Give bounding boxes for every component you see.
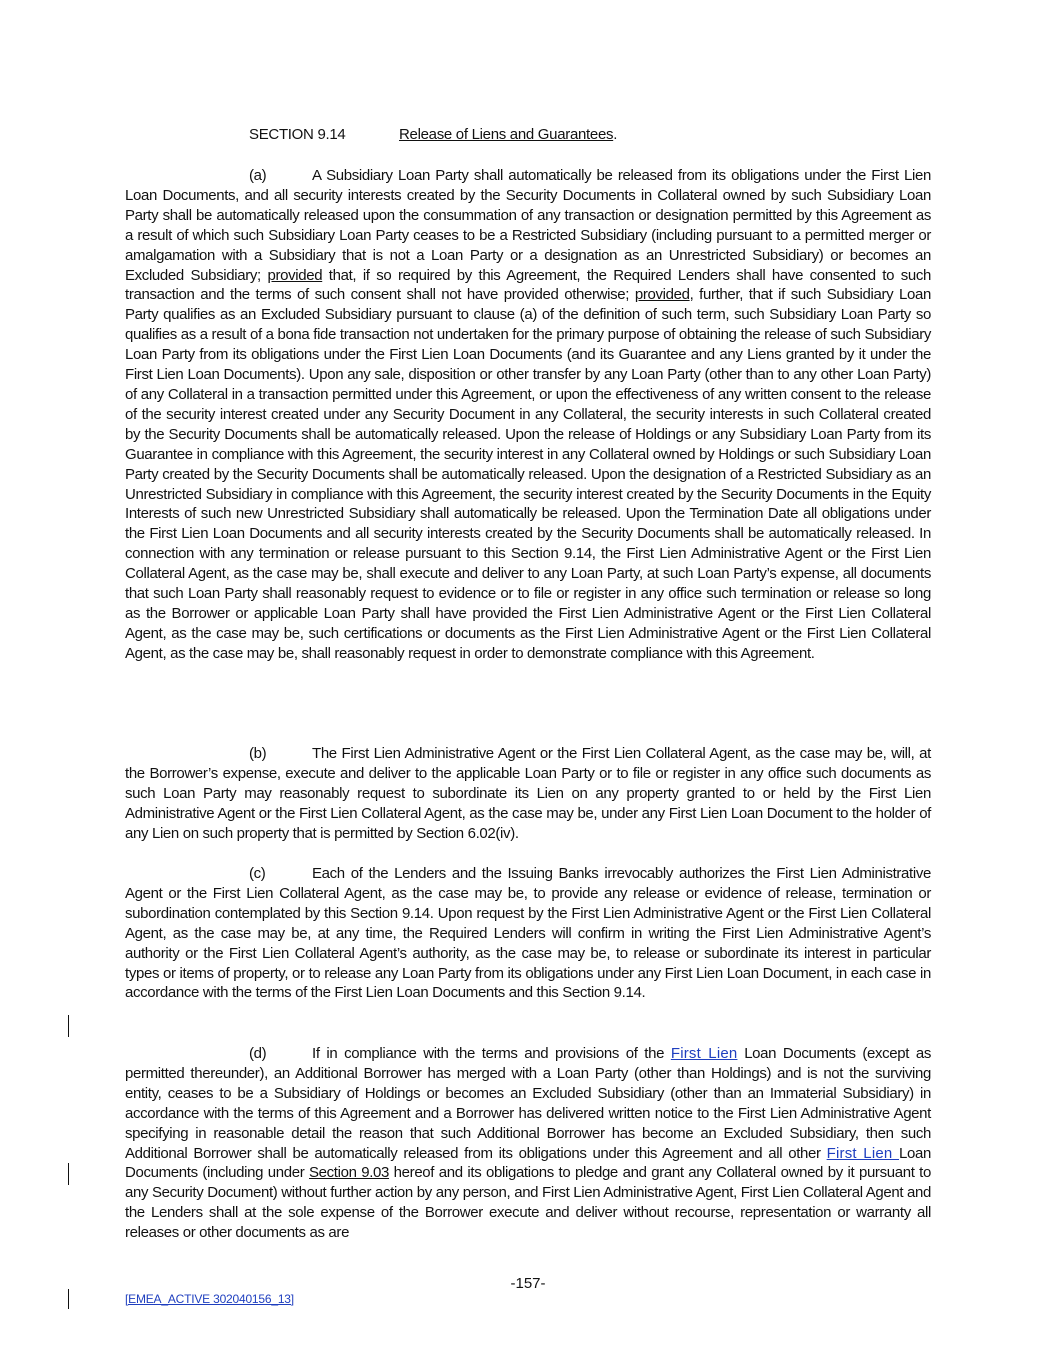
paragraph-label: (c) (249, 865, 266, 882)
section-title-period: . (613, 126, 618, 143)
inserted-revision-text: First Lien (826, 1144, 899, 1162)
paragraph-c: (c) Each of the Lenders and the Issuing Banks irrevocably authorizes the First Lien Administrative Agent or the First Lien Collateral Agent, as the case may be, to provide any release or evidence of release, termination or subordination contemplated by this Section 9.14. Upon request by the First Lien Administrative Agent or the First Lien Collateral Agent, as the case may be, at any time, the Required Lenders will confirm in writing the First Lien Administrative Agent’s authority or the First Lien Collateral Agent’s authority, as the case may be, to release or subordinate its interest in particular types or items of property, or to release any Loan Party from its obligations under any First Lien Loan Document, in each case in accordance with the terms of the First Lien Loan Documents and this Section 9.14. (125, 865, 931, 1002)
provided-term: provided (634, 286, 690, 304)
section-reference: Section 9.03 (309, 1164, 390, 1182)
paragraph-label: (a) (249, 167, 267, 184)
paragraph-label: (b) (249, 745, 267, 762)
change-bar (68, 1289, 69, 1309)
section-number: SECTION 9.14 (249, 126, 346, 143)
section-heading (249, 126, 617, 143)
inserted-revision-text: First Lien (670, 1045, 738, 1062)
paragraph-label: (d) (249, 1045, 267, 1062)
section-title: Release of Liens and Guarantees (399, 126, 614, 143)
paragraph-b: (b) The First Lien Administrative Agent or the First Lien Collateral Agent, as the case may be, will, at the Borrower’s expense, execute and deliver to the applicable Loan Party or to file or register in any office such documents as such Loan Party may reasonably request to subordinate its Lien on any property granted to or held by the First Lien Administrative Agent or the First Lien Collateral Agent, as the case may be, under any First Lien Loan Document to the holder of any Lien on such property that is permitted by Section 6.02(iv). (125, 745, 931, 842)
page-number: -157- (510, 1275, 546, 1292)
paragraph-a: (a) A Subsidiary Loan Party shall automatically be released from its obligations under the First Lien Loan Documents, and all security interests created by the Security Documents in Collateral owned by such Subsidiary Loan Party shall be automatically released upon the consummation of any transaction or designation permitted by this Agreement as a result of which such Subsidiary Loan Party ceases to be a Restricted Subsidiary (including pursuant to a permitted merger or amalgamation with a Subsidiary that is not a Loan Party or a designation as an Unrestricted Subsidiary) or becomes an Excluded Subsidiary; provided that, if so required by this Agreement, the Required Lenders shall have consented to such transaction and the terms of such consent shall not have provided otherwise; provided, further, that if such Subsidiary Loan Party qualifies as an Excluded Subsidiary pursuant to clause (a) of the definition of such term, such Subsidiary Loan Party so qualifies as a result of a bona fide transaction not undertaken for the primary purpose of obtaining the release of such Subsidiary Loan Party from its obligations under the First Lien Loan Documents (and its Guarantee and any Liens granted by it under the First Lien Loan Documents). Upon any sale, disposition or other transfer by any Loan Party (other than to any other Loan Party) of any Collateral in a transaction permitted under this Agreement, or upon the effectiveness of any written consent to the release of the security interest created under any Security Document in any Collateral, the security interests in such Collateral created by the Security Documents shall be automatically released. Upon the release of Holdings or any Subsidiary Loan Party from its Guarantee in compliance with this Agreement, the security interest in any Collateral owned by Holdings or such Subsidiary Loan Party created by the Security Documents shall be automatically released. Upon the designation of a Restricted Subsidiary as an Unrestricted Subsidiary in compliance with this Agreement, the security interest created by the Security Documents in the Equity Interests of such new Unrestricted Subsidiary shall automatically be released. Upon the Termination Date all obligations under the First Lien Loan Documents and all security interests created by the Security Documents shall be automatically released. In connection with any termination or release pursuant to this Section 9.14, the First Lien Administrative Agent or the First Lien Collateral Agent, as the case may be, shall execute and deliver to any Loan Party, at such Loan Party’s expense, all documents that such Loan Party shall reasonably request to evidence or to file or register in any office such termination or release so long as the Borrower or applicable Loan Party shall have provided the First Lien Administrative Agent or the First Lien Collateral Agent, as the case may be, such certifications or documents as the First Lien Administrative Agent or the First Lien Collateral Agent, as the case may be, shall reasonably request in order to demonstrate compliance with this Agreement. (125, 167, 931, 662)
change-bar (68, 1163, 69, 1185)
change-bar (68, 1015, 69, 1037)
document-reference-link[interactable]: [EMEA_ACTIVE 302040156_13] (125, 1292, 294, 1306)
provided-term: provided (267, 266, 323, 284)
paragraph-d: (d) If in compliance with the terms and provisions of the First Lien Loan Documents (except as permitted thereunder), an Additional Borrower has merged with a Loan Party (other than Holdings) and is not the surviving entity, ceases to be a Subsidiary of Holdings or becomes an Excluded Subsidiary (other than an Immaterial Subsidiary) in accordance with the terms of this Agreement and a Borrower has delivered written notice to the First Lien Administrative Agent specifying in reasonable detail the reason that such Additional Borrower has become an Excluded Subsidiary, then such Additional Borrower shall be automatically released from its obligations under this Agreement and all other First Lien Loan Documents (including under Section 9.03 hereof and its obligations to pledge and grant any Collateral owned by it pursuant to any Security Document) without further action by any person, and First Lien Administrative Agent, First Lien Collateral Agent and the Lenders shall at the sole expense of the Borrower execute and deliver without recourse, representation or warranty all releases or other documents as are (125, 1045, 931, 1242)
